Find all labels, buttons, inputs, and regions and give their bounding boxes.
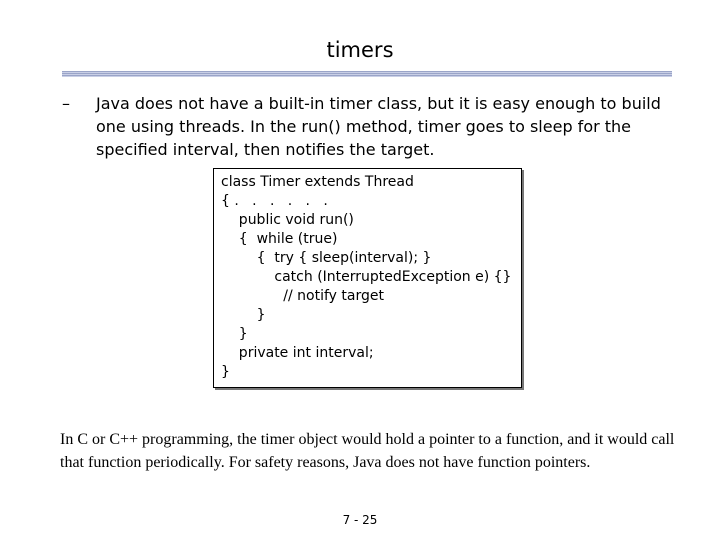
bullet-point [62,92,672,161]
bullet-text: Java does not have a built-in timer class, but it is easy enough to build one using threads. In the run() method, timer goes to sleep for the specified interval, then notifies the target. [96,94,661,159]
page-number: 7 - 25 [342,513,378,527]
code-box [213,168,522,388]
slide-title: timers [326,38,394,62]
code-line: } [221,326,248,342]
code-line: } [221,364,230,380]
bullet-marker: – [62,94,70,113]
code-line: { try { sleep(interval); } [221,250,432,266]
code-line: class Timer extends Thread [221,174,414,190]
code-line: public void run() [221,212,354,228]
code-line: private int interval; [221,345,374,361]
code-line: } [221,307,266,323]
code-line: // notify target [221,288,384,304]
code-line: { . . . . . . [221,193,328,209]
code-line: { while (true) [221,231,338,247]
code-line: catch (InterruptedException e) {} [221,269,512,285]
body-paragraph: In C or C++ programming, the timer object would hold a pointer to a function, and it would call that function periodically. For safety reasons, Java does not have function pointers. [60,431,675,471]
title-divider [62,71,672,77]
